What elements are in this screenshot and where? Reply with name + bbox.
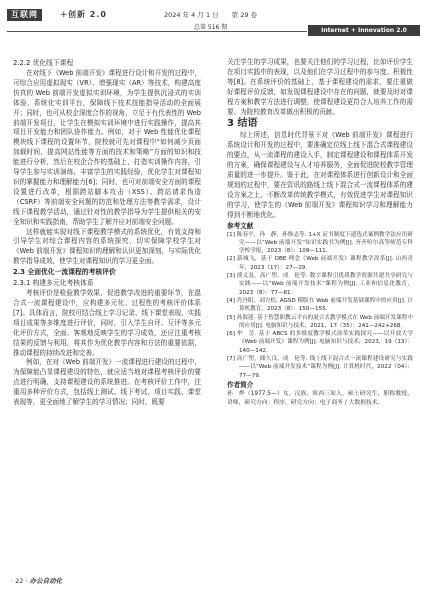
english-title-badge: Internet + Innovation 2.0 — [308, 25, 420, 36]
reference-list — [227, 231, 413, 380]
issue-date: 2024 年 4 月 1 日 第 29 卷 — [164, 11, 258, 19]
journal-logo-right: 创新 2.0 — [68, 10, 107, 19]
reference-item: [5] 孙海迎. 基于智慧职教云平台的混合式教学模式在 Web 前端开发课程中的应用[J]. 电脑知识与技术，2021，17（35）：241—242+268. — [227, 314, 413, 329]
journal-logo-plus: + — [60, 10, 68, 20]
reference-item: [1] 陈春平，孙 静，孙焕志等. 1+X 证书制度下遗选式案例教学法应用研究——以“Web 前端开发”知识实践书为例[J]. 齐齐哈尔高等师范专科学校学报，2023（8）：109—111. — [227, 231, 413, 255]
paragraph: 考核评价是检验教学效果、促进教学改进的重要环节，在混合式一流课程建设中，应构建多元化、过程性的考核评价体系[7]。具体而言，院校可结合线上学习记录、线下课堂表现、实践项目成果等多维度进行评价，同时，引入学生自评、互评等多元化评价方式，全面、客观地反映学生的学习成效，还应注重考核结果的反馈与利用，将其作为优化教学内容和方法的重要依据，推动课程的持续改进和完善。 — [13, 289, 201, 357]
header-divider — [7, 31, 307, 32]
references-title: 参考文献 — [227, 221, 254, 230]
reference-item: [6] 牟 芳. 基于 ABCS 的多维度教学模式改革实践探究——以开放大学《Web 前端开发》课程为例[J]. 电脑知识与技术，2023，19（13）：140—142. — [227, 331, 413, 354]
heading-2-3-1: 2.3.1 构建多元化考核体系 — [13, 279, 94, 288]
paragraph: 例如，在对《Web 前端开发》一流课程进行建设的过程中，为保障能凸显课程建设的特色，就应适当地对课程考核评价的要点进行明确，支持课程建设的系统推进。在考核评价工作中，注重用多种评价方式，包括线上测试、线下考试、项目实践、课堂表现等，更全面地了解学生的学习情况；同时，既要 — [13, 358, 201, 407]
journal-brand: 办公自动化 — [29, 577, 63, 585]
author-info: 孙 烨（1977.5—）女，汉族，陕西三原人，硕士研究生，职称教授，讲师，研究方向：程序，研究方向：电子商务 / 大数据技术。 — [227, 390, 413, 406]
author-title: 作者简介 — [227, 380, 254, 389]
paragraph: 关注学生的学习成果，也要关注他们的学习过程，比如评价学生在项目实践中的表现，以及他们在学习过程中的参与度、积极性等[8]。在系统评价的基础上，基于课程建设的需求，要注重做好课程评价反馈，如发现课程建设中存在的问题，就要及时对课程方案和教学方法进行调整，使课程建设更符合人培养工作的需要。为院校教育改革做出积极的贡献。 — [227, 58, 413, 116]
paragraph: 综上所述，信息时代背景下对《Web 前端开发》课程进行系统设计和开发的过程中，要准确定位线上线下混合式课程建设的要点，从一流课程的建设入手，制定课程建设和课程体系开发的方案，确保课程建设与人才培养服务，全面促进院校教学管理质量的进一步提升。鉴于此，在对课程体系进行创新设计和全面规划的过程中，要在资讯的路线上线下混合式一流课程体系的建设方案之上，不断改革传统教学模式，有效促进学生对课程知识的学习，使学生的《Web 前端开发》课程知识学习和理解能力得到不断地优化。 — [227, 131, 413, 219]
page-number: · 22 · — [11, 577, 28, 585]
reference-item: [7] 高广塑，储久良，成 伦等. 线上线下混合式一流课程建设研究与实践——以“Web 前端开发技术”课程为例[J]. 计算机时代，2022（04）：77—79. — [227, 356, 413, 379]
reference-item: [2] 新城飞，基于 OBE 理念《Web 前端开发》课程教学改革[J]. 山西青年，2023（17）：27—29. — [227, 256, 413, 271]
page-footer — [11, 576, 62, 585]
heading-2-2-2: 2.2.2 优化线下课程 — [13, 59, 74, 67]
journal-logo-left: 互联网 — [7, 9, 42, 21]
page-header — [0, 0, 427, 40]
section-title-conclusion: 3 结语 — [227, 118, 258, 130]
total-issue: 总第 516 期 — [194, 24, 228, 31]
left-column — [13, 58, 201, 408]
reference-item: [4] 肖丹阳，刘方松. AGSD 模版在 Web 前端开发基础课程中的应用[J]. 计算机教育，2023（8）：150—155. — [227, 297, 413, 313]
reference-item: [3] 熊义及，高广塑，成 伦等. 数字课程引优质教学资源共建共享研究与实践——以“Web 前端开发技术”课程为例[J]. 工业和信息化教育，2023（8）：77—81. — [227, 273, 413, 296]
paragraph: 在对线下《Web 前端开发》课程进行设计和开发的过程中，可综合应用虚拟现实（VR）、增强现实（AR）等技术，构建高度仿真的 Web 前端开发虚拟实训环境，为学生提供沉浸式的实训体验，系统化实训平台，保障线下技术技能指导活动的全面展开；同时，也可从校企深度合作的视角，立足于有代表性的 Web 前端开发项目，让学生在模拟实训环境中进行实践操作，提高其项目开发能力和团队协作能力。例如，对于 Web 性能优化课程模块线下课程的设置环节，院校就可先对课程中“如何减少页面加载时间、提高网站性能等方面的技术和策略”方面的知识和技能进行分析，然后在校企合作的基础上，打造实训操作内容，引导学生参与实训演练，丰富学生的实践经验，优化学生对课程知识的掌握能力和理解能力[6]；同时，也可对前端安全方面的课程设置进行改革，根据跨站脚本攻击（XSS）、跨站请求伪造（CSRF）等前端安全问题的防范和处理方法等教学需求，设计线下课程教学活动，通过针对性的教学指导为学生提供相关的安全知识和实践指南，帮助学生了解并应对前端安全问题。 — [13, 69, 201, 226]
right-column — [227, 58, 413, 407]
heading-2-3: 2.3 全面优化一流课程的考核评价 — [13, 268, 116, 277]
paragraph: 这样就能实现对线下课程教学模式的系统优化，有效支持和引导学生对综合课程内容的系统探究，切实保障学校学生对《Web 前端开发》课程知识的理解和认识更加深刻，与实际优化教学指导成效，使学生对课程知识的学习更全面。 — [13, 227, 201, 266]
